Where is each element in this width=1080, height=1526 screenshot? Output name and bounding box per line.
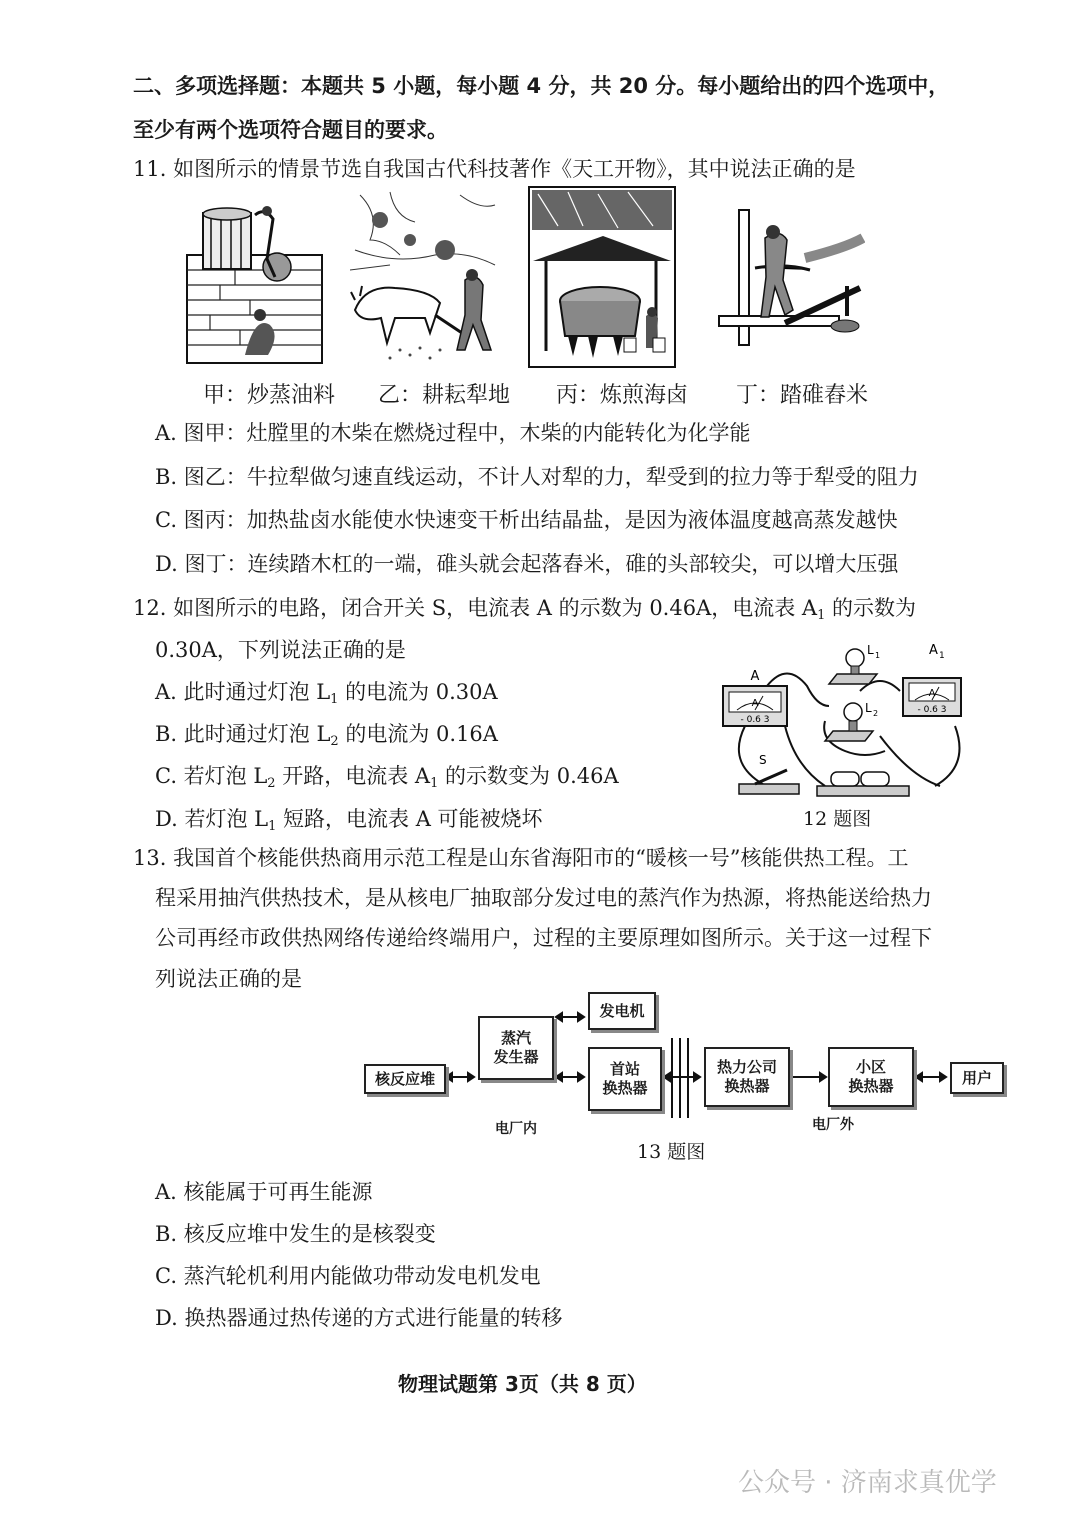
meter-a1-scale: - 0.6 3 [917, 705, 947, 715]
meter-a-face-label: A [751, 698, 759, 709]
section-header-line1: 二、多项选择题：本题共 5 小题，每小题 4 分，共 20 分。每小题给出的四个选项中， [133, 74, 950, 98]
ammeter-a1 [903, 643, 961, 716]
meter-a-scale: - 0.6 3 [740, 715, 770, 725]
lamp-l1 [829, 643, 880, 684]
meter-a1-label: A [929, 643, 938, 658]
q13-stem-line2: 程采用抽汽供热技术，是从核电厂抽取部分发过电的蒸汽作为热源，将热能送给热力 [155, 886, 932, 910]
q13-option-d: D. 换热器通过热传递的方式进行能量的转移 [155, 1306, 563, 1330]
q13-option-b: B. 核反应堆中发生的是核裂变 [155, 1222, 436, 1246]
q13-stem-line4: 列说法正确的是 [155, 967, 302, 991]
q12-option-d: D. 若灯泡 $L_1$ 短路，电流表 A 可能被烧坏 [155, 807, 543, 834]
q12-option-c: C. 若灯泡 $L_2$ 开路，电流表 $A_1$ 的示数变为 0.46A [155, 764, 619, 791]
node-generator: 发电机 [588, 992, 656, 1030]
q12-stem-line2: 0.30A，下列说法正确的是 [155, 638, 406, 662]
node-steam-generator: 蒸汽 发生器 [478, 1016, 554, 1080]
q12-stem-line1: 12. 如图所示的电路，闭合开关 S，电流表 A 的示数为 0.46A，电流表 $A_1$ 的示数为 [133, 596, 917, 623]
q11-figure-jia [185, 205, 325, 365]
switch-label: S [759, 753, 767, 767]
q11-caption-jia: 甲：炒蒸油料 [203, 383, 336, 408]
lamp-l1-sub: 1 [875, 651, 881, 660]
lamp-l2 [825, 701, 878, 741]
q11-caption-bing: 丙：炼煎海卤 [556, 383, 689, 408]
label-outside-plant: 电厂外 [812, 1117, 854, 1133]
q11-figure-ding [715, 208, 865, 350]
node-heat-company-exchanger: 热力公司 换热器 [704, 1047, 790, 1107]
section-header-line2: 至少有两个选项符合题目的要求。 [133, 118, 448, 142]
q13-stem-line1: 13. 我国首个核能供热商用示范工程是山东省海阳市的“暖核一号”核能供热工程。工 [133, 846, 909, 870]
node-district-exchanger: 小区 换热器 [828, 1047, 914, 1107]
q11-option-b: B. 图乙：牛拉犁做匀速直线运动，不计人对犁的力，犁受到的拉力等于犁受的阻力 [155, 465, 919, 489]
q11-figure-bing [528, 186, 676, 368]
lamp-l2-sub: 2 [873, 709, 879, 718]
q13-figure-caption: 13 题图 [637, 1141, 706, 1163]
q11-figure-yi [350, 190, 498, 365]
q12-option-a: A. 此时通过灯泡 $L_1$ 的电流为 0.30A [155, 680, 498, 707]
meter-a-label: A [750, 669, 760, 684]
q11-option-c: C. 图丙：加热盐卤水能使水快速变干析出结晶盐，是因为液体温度越高蒸发越快 [155, 508, 898, 532]
q11-stem: 11. 如图所示的情景节选自我国古代科技著作《天工开物》，其中说法正确的是 [133, 157, 856, 181]
meter-a1-face-label: A [928, 688, 936, 699]
q13-stem-line3: 公司再经市政供热网络传递给终端用户，过程的主要原理如图所示。关于这一过程下 [155, 926, 932, 950]
node-user: 用户 [950, 1062, 1004, 1094]
meter-a1-sub: 1 [939, 651, 945, 661]
q11-option-a: A. 图甲：灶膛里的木柴在燃烧过程中，木柴的内能转化为化学能 [155, 421, 751, 445]
watermark: 公众号 · 济南求真优学 [738, 1468, 997, 1498]
page-footer: 物理试题第 3页（共 8 页） [398, 1372, 647, 1396]
label-inside-plant: 电厂内 [495, 1121, 537, 1137]
q11-caption-yi: 乙：耕耘犁地 [378, 383, 511, 408]
q11-caption-ding: 丁：踏碓舂米 [736, 383, 869, 408]
q13-option-a: A. 核能属于可再生能源 [155, 1180, 373, 1204]
q12-circuit-figure [715, 636, 965, 806]
battery [817, 772, 909, 796]
q12-figure-caption: 12 题图 [803, 808, 872, 830]
lamp-l2-label: L [865, 701, 872, 715]
q13-option-c: C. 蒸汽轮机利用内能做功带动发电机发电 [155, 1264, 541, 1288]
node-first-station-exchanger: 首站 换热器 [588, 1047, 662, 1111]
node-reactor: 核反应堆 [364, 1064, 446, 1094]
lamp-l1-label: L [867, 643, 874, 657]
q11-option-d: D. 图丁：连续踏木杠的一端，碓头就会起落舂米，碓的头部较尖，可以增大压强 [155, 552, 899, 576]
q12-option-b: B. 此时通过灯泡 $L_2$ 的电流为 0.16A [155, 722, 498, 749]
